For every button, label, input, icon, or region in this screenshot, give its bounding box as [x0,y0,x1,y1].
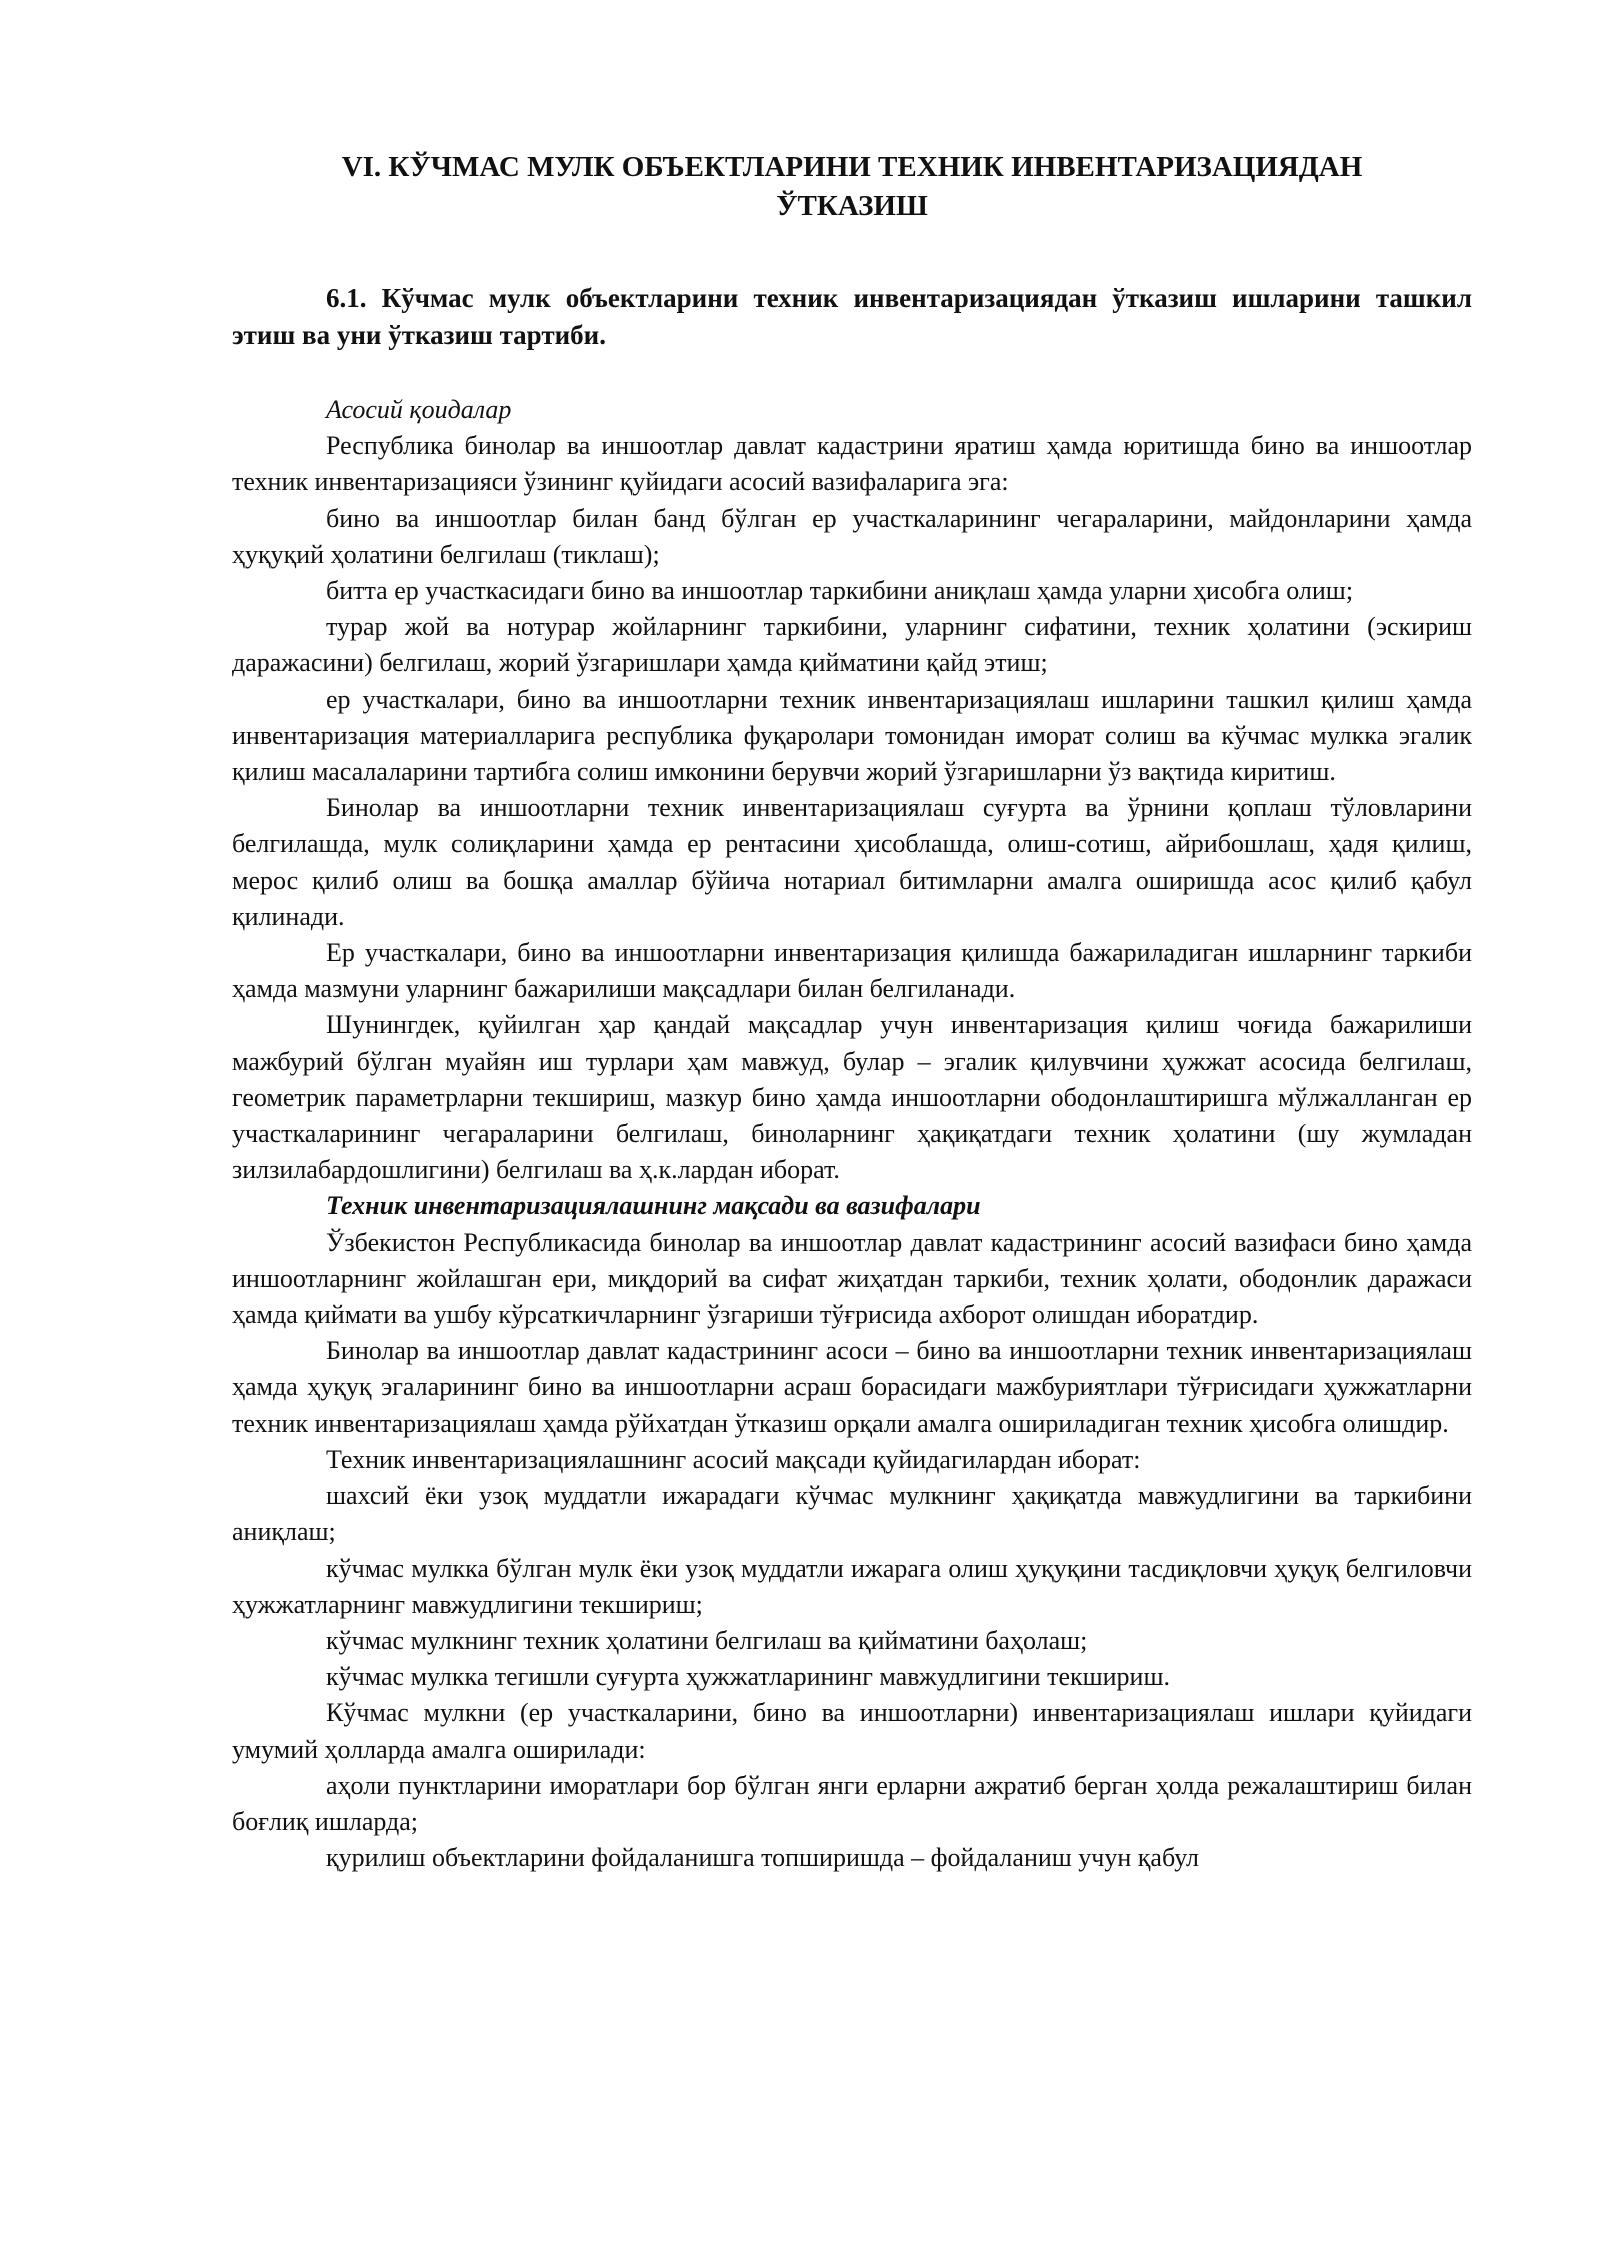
subheading-basic-rules: Асосий қоидалар [326,395,512,424]
paragraph: Ўзбекистон Республикасида бинолар ва иншоотлар давлат кадастрининг асосий вазифаси бино ҳамда иншоотларнинг жойлашган ери, миқдорий ва сифат жиҳатдан таркиби, техник ҳолати, ободонлик даражаси ҳамда қиймати ва ушбу кўрсаткичларнинг ўзгариши тўғрисида ахборот олишдан иборатдир. [232,1227,1472,1330]
paragraph: Бинолар ва иншоотлар давлат кадастрининг асоси – бино ва иншоотларни техник инвентаризациялаш ҳамда ҳуқуқ эгаларининг бино ва иншоотларни асраш борасидаги мажбуриятлари тўғрисидаги ҳужжатларни техник инвентаризациялаш ҳамда рўйхатдан ўтказиш орқали амалга ошириладиган техник ҳисобга олишдир. [232,1336,1472,1438]
paragraph: кўчмас мулкка бўлган мулк ёки узоқ муддатли ижарага олиш ҳуқуқини тасдиқловчи ҳуқуқ белгиловчи ҳужжатларнинг мавжудлигини текшириш; [232,1553,1472,1619]
paragraph: турар жой ва нотурар жойларнинг таркибини, уларнинг сифатини, техник ҳолатини (эскириш даражасини) белгилаш, жорий ўзгаришлари ҳамда қийматини қайд этиш; [232,612,1472,678]
paragraph: Республика бинолар ва иншоотлар давлат кадастрини яратиш ҳамда юритишда бино ва иншоотлар техник инвентаризацияси ўзининг қуйидаги асосий вазифаларига эга: [232,431,1472,497]
paragraph: Шунингдек, қуйилган ҳар қандай мақсадлар учун инвентаризация қилиш чоғида бажарилиши мажбурий бўлган муайян иш турлари ҳам мавжуд, булар – эгалик қилувчини ҳужжат асосида белгилаш, геометрик параметрларни текшириш, мазкур бино ҳамда иншоотларни ободонлаштиришга мўлжалланган ер участкаларининг чегараларини белгилаш, биноларнинг ҳақиқатдаги техник ҳолатини (шу жумладан зилзилабардошлигини) белгилаш ва ҳ.к.лардан иборат. [232,1010,1472,1185]
paragraph: қурилиш объектларини фойдаланишга топширишда – фойдаланиш учун қабул [326,1843,1200,1873]
paragraph: Техник инвентаризациялашнинг асосий мақсади қуйидагилардан иборат: [326,1444,1141,1474]
paragraph: кўчмас мулкнинг техник ҳолатини белгилаш ва қийматини баҳолаш; [326,1625,1088,1655]
paragraph: шахсий ёки узоқ муддатли ижарадаги кўчмас мулкнинг ҳақиқатда мавжудлигини ва таркибини аниқлаш; [232,1481,1472,1547]
paragraph: кўчмас мулкка тегишли суғурта ҳужжатларининг мавжудлигини текшириш. [326,1662,1170,1692]
paragraph: битта ер участкасидаги бино ва иншоотлар таркибини аниқлаш ҳамда уларни ҳисобга олиш; [326,576,1354,606]
paragraph: аҳоли пунктларини иморатлари бор бўлган янги ерларни ажратиб берган ҳолда режалаштириш билан боғлиқ ишларда; [232,1770,1472,1836]
paragraph: Бинолар ва иншоотларни техник инвентаризациялаш суғурта ва ўрнини қоплаш тўловларини белгилашда, мулк солиқларини ҳамда ер рентасини ҳисоблашда, олиш-сотиш, айрибошлаш, ҳадя қилиш, мерос қилиб олиш ва бошқа амаллар бўйича нотариал битимларни амалга оширишда асос қилиб қабул қилинади. [232,793,1472,931]
chapter-title: VI. КЎЧМАС МУЛК ОБЪЕКТЛАРИНИ ТЕХНИК ИНВЕНТАРИЗАЦИЯДАН ЎТКАЗИШ [341,151,1363,222]
document-page [232,148,1472,1876]
paragraph: ер участкалари, бино ва иншоотларни техник инвентаризациялаш ишларини ташкил қилиш ҳамда инвентаризация материалларига республика фуқаролари томонидан иморат солиш ва кўчмас мулкка эгалик қилиш масалаларини тартибга солиш имконини берувчи жорий ўзгаришларни ўз вақтида киритиш. [232,684,1472,787]
section-heading: 6.1. Кўчмас мулк объектларини техник инвентаризациядан ўтказиш ишларини ташкил этиш ва уни ўтказиш тартиби. [232,283,1472,350]
subheading-goals: Техник инвентаризациялашнинг мақсади ва вазифалари [326,1191,981,1221]
paragraph: Кўчмас мулкни (ер участкаларини, бино ва иншоотларни) инвентаризациялаш ишлари қуйидаги умумий ҳолларда амалга оширилади: [232,1698,1472,1764]
paragraph: Ер участкалари, бино ва иншоотларни инвентаризация қилишда бажариладиган ишларнинг таркиби ҳамда мазмуни уларнинг бажарилиши мақсадлари билан белгиланади. [232,938,1472,1004]
paragraph: бино ва иншоотлар билан банд бўлган ер участкаларининг чегараларини, майдонларини ҳамда ҳуқуқий ҳолатини белгилаш (тиклаш); [232,503,1472,569]
